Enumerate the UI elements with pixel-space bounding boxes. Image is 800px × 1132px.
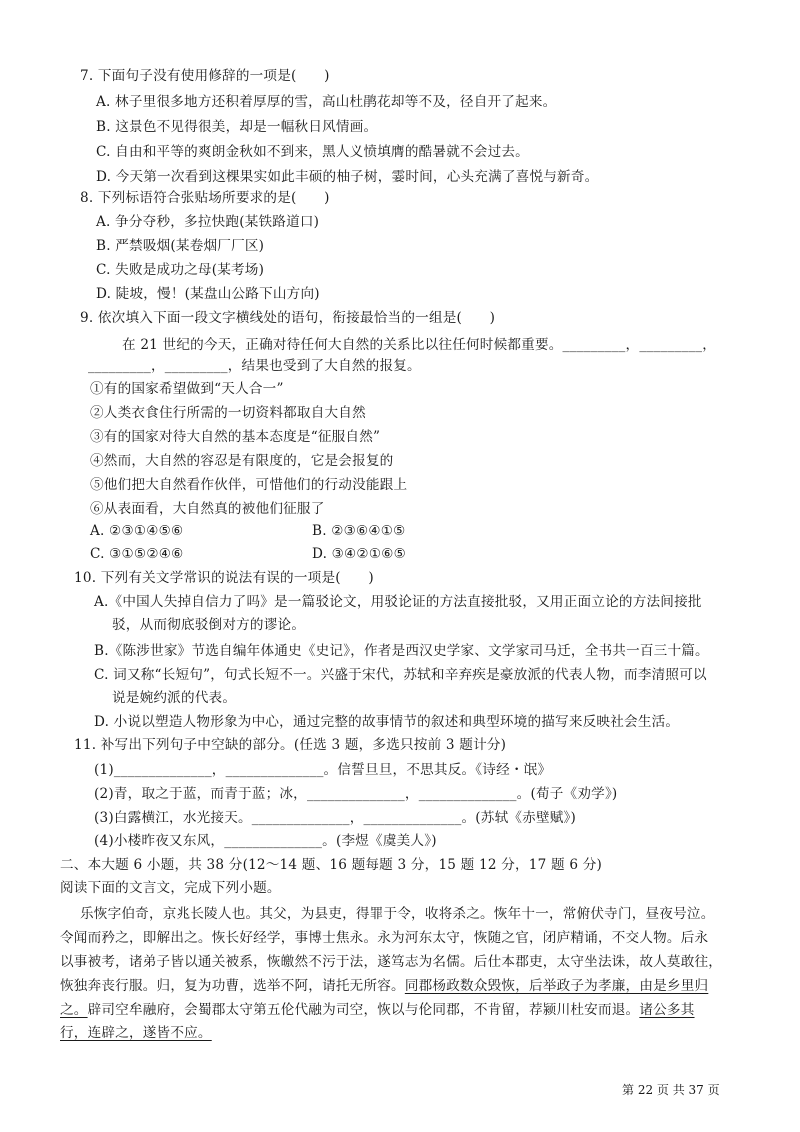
question-9-item-2: ②人类衣食住行所需的一切资料都取自大自然 — [90, 405, 366, 421]
question-9-option-d: D. ③④②①⑥⑤ — [312, 546, 406, 562]
question-9-stem: 9. 依次填入下面一段文字横线处的语句，衔接最恰当的一组是( ) — [80, 310, 496, 326]
question-11-stem: 11. 补写出下列句子中空缺的部分。(任选 3 题，多选只按前 3 题计分) — [74, 737, 507, 753]
question-8-option-c: C. 失败是成功之母(某考场) — [96, 262, 265, 278]
question-11-line-3: (3)白露横江，水光接天。______________，______________。(苏轼《赤壁赋》) — [94, 810, 577, 826]
question-10-stem: 10. 下列有关文学常识的说法有误的一项是( ) — [74, 570, 374, 586]
question-9-option-c: C. ③①⑤②④⑥ — [90, 546, 184, 562]
question-9-passage-line-1: 在 21 世纪的今天，正确对待任何大自然的关系比以往任何时候都重要。_________，_________， — [122, 337, 717, 353]
question-10-option-b: B.《陈涉世家》节选自编年体通史《史记》，作者是西汉史学家、文学家司马迁，全书共一百三十篇。 — [94, 643, 709, 659]
question-9-item-3: ③有的国家对待大自然的基本态度是“征服自然” — [90, 429, 381, 445]
question-9-option-b: B. ②③⑥④①⑤ — [312, 523, 406, 539]
question-8-option-d: D. 陡坡，慢！(某盘山公路下山方向) — [96, 286, 320, 302]
question-9-item-5: ⑤他们把大自然看作伙伴，可惜他们的行动没能跟上 — [90, 477, 408, 493]
question-7-stem: 7. 下面句子没有使用修辞的一项是( ) — [80, 68, 330, 84]
question-9-item-6: ⑥从表面看，大自然真的被他们征服了 — [90, 501, 325, 517]
section-2-instruction: 阅读下面的文言文，完成下列小题。 — [60, 880, 281, 896]
question-10-option-d: D. 小说以塑造人物形象为中心，通过完整的故事情节的叙述和典型环境的描写来反映社会生活。 — [94, 714, 680, 730]
question-9-passage-line-2: _________，_________，结果也受到了大自然的报复。 — [88, 358, 421, 374]
question-11-line-1: (1)______________，______________。信誓旦旦，不思其反。《诗经・氓》 — [94, 762, 552, 778]
question-10-option-c-line-2: 说是婉约派的代表。 — [112, 690, 237, 706]
question-11-line-2: (2)青，取之于蓝，而青于蓝；冰，______________，______________。(荀子《劝学》) — [94, 786, 618, 802]
passage-underlined-sentence-1: 同郡杨政数众毁恢，后举政子为孝廉，由是乡里归 — [404, 978, 709, 994]
passage-line-1: 乐恢字伯奇，京兆长陵人也。其父，为县吏，得罪于令，收将杀之。恢年十一，常俯伏寺门，昼夜号泣。 — [80, 906, 715, 922]
passage-line-4 — [60, 976, 708, 996]
passage-line-4-text: 恢独奔丧行服。归，复为功曹，选举不阿，请托无所容。 — [60, 978, 405, 994]
passage-line-6 — [60, 1023, 212, 1043]
question-9-option-a: A. ②③①④⑤⑥ — [90, 523, 184, 539]
passage-line-2: 令闻而矜之，即解出之。恢长好经学，事博士焦永。永为河东太守，恢随之官，闭庐精诵，不交人物。后永 — [60, 930, 709, 946]
question-7-option-b: B. 这景色不见得很美，却是一幅秋日风情画。 — [96, 119, 378, 135]
passage-line-5 — [60, 1000, 695, 1020]
question-10-option-c-line-1: C. 词又称“长短句”，句式长短不一。兴盛于宋代，苏轼和辛弃疾是豪放派的代表人物，而李清照可以 — [94, 667, 707, 683]
section-2-title: 二、本大题 6 小题，共 38 分(12～14 题、16 题每题 3 分，15 题 12 分，17 题 6 分) — [60, 857, 602, 873]
question-8-option-a: A. 争分夺秒，多拉快跑(某铁路道口) — [96, 214, 320, 230]
passage-underlined-sentence-1-end: 之。 — [60, 1002, 88, 1018]
question-7-option-d: D. 今天第一次看到这棵果实如此丰硕的柚子树，霎时间，心头充满了喜悦与新奇。 — [96, 169, 599, 185]
question-11-line-4: (4)小楼昨夜又东风，______________。(李煜《虞美人》) — [94, 833, 437, 849]
question-9-item-1: ①有的国家希望做到“天人合一” — [90, 381, 284, 397]
question-7-option-c: C. 自由和平等的爽朗金秋如不到来，黑人义愤填膺的酷暑就不会过去。 — [96, 144, 529, 160]
question-10-option-a-line-1: A.《中国人失掉自信力了吗》是一篇驳论文，用驳论证的方法直接批驳，又用正面立论的方法间接批 — [94, 594, 702, 610]
question-8-option-b: B. 严禁吸烟(某卷烟厂厂区) — [96, 238, 265, 254]
page-number: 第 22 页 共 37 页 — [622, 1083, 720, 1097]
question-9-item-4: ④然而，大自然的容忍是有限度的，它是会报复的 — [90, 453, 394, 469]
passage-line-5-text: 辟司空牟融府，会蜀郡太守第五伦代融为司空，恢以与伦同郡，不肯留，荐颍川杜安而退。 — [87, 1002, 640, 1018]
passage-underlined-sentence-2: 诸公多其 — [639, 1002, 695, 1018]
question-8-stem: 8. 下列标语符合张贴场所要求的是( ) — [80, 190, 330, 206]
question-7-option-a: A. 林子里很多地方还积着厚厚的雪，高山杜鹃花却等不及，径自开了起来。 — [96, 94, 557, 110]
passage-underlined-sentence-2-end: 行，连辟之，遂皆不应。 — [60, 1025, 212, 1041]
passage-line-3: 以事被考，诸弟子皆以通关被系，恢皦然不污于法，遂笃志为名儒。后仕本郡吏，太守坐法诛，故人莫敢往， — [60, 954, 723, 970]
question-10-option-a-line-2: 驳，从而彻底驳倒对方的谬论。 — [112, 617, 306, 633]
